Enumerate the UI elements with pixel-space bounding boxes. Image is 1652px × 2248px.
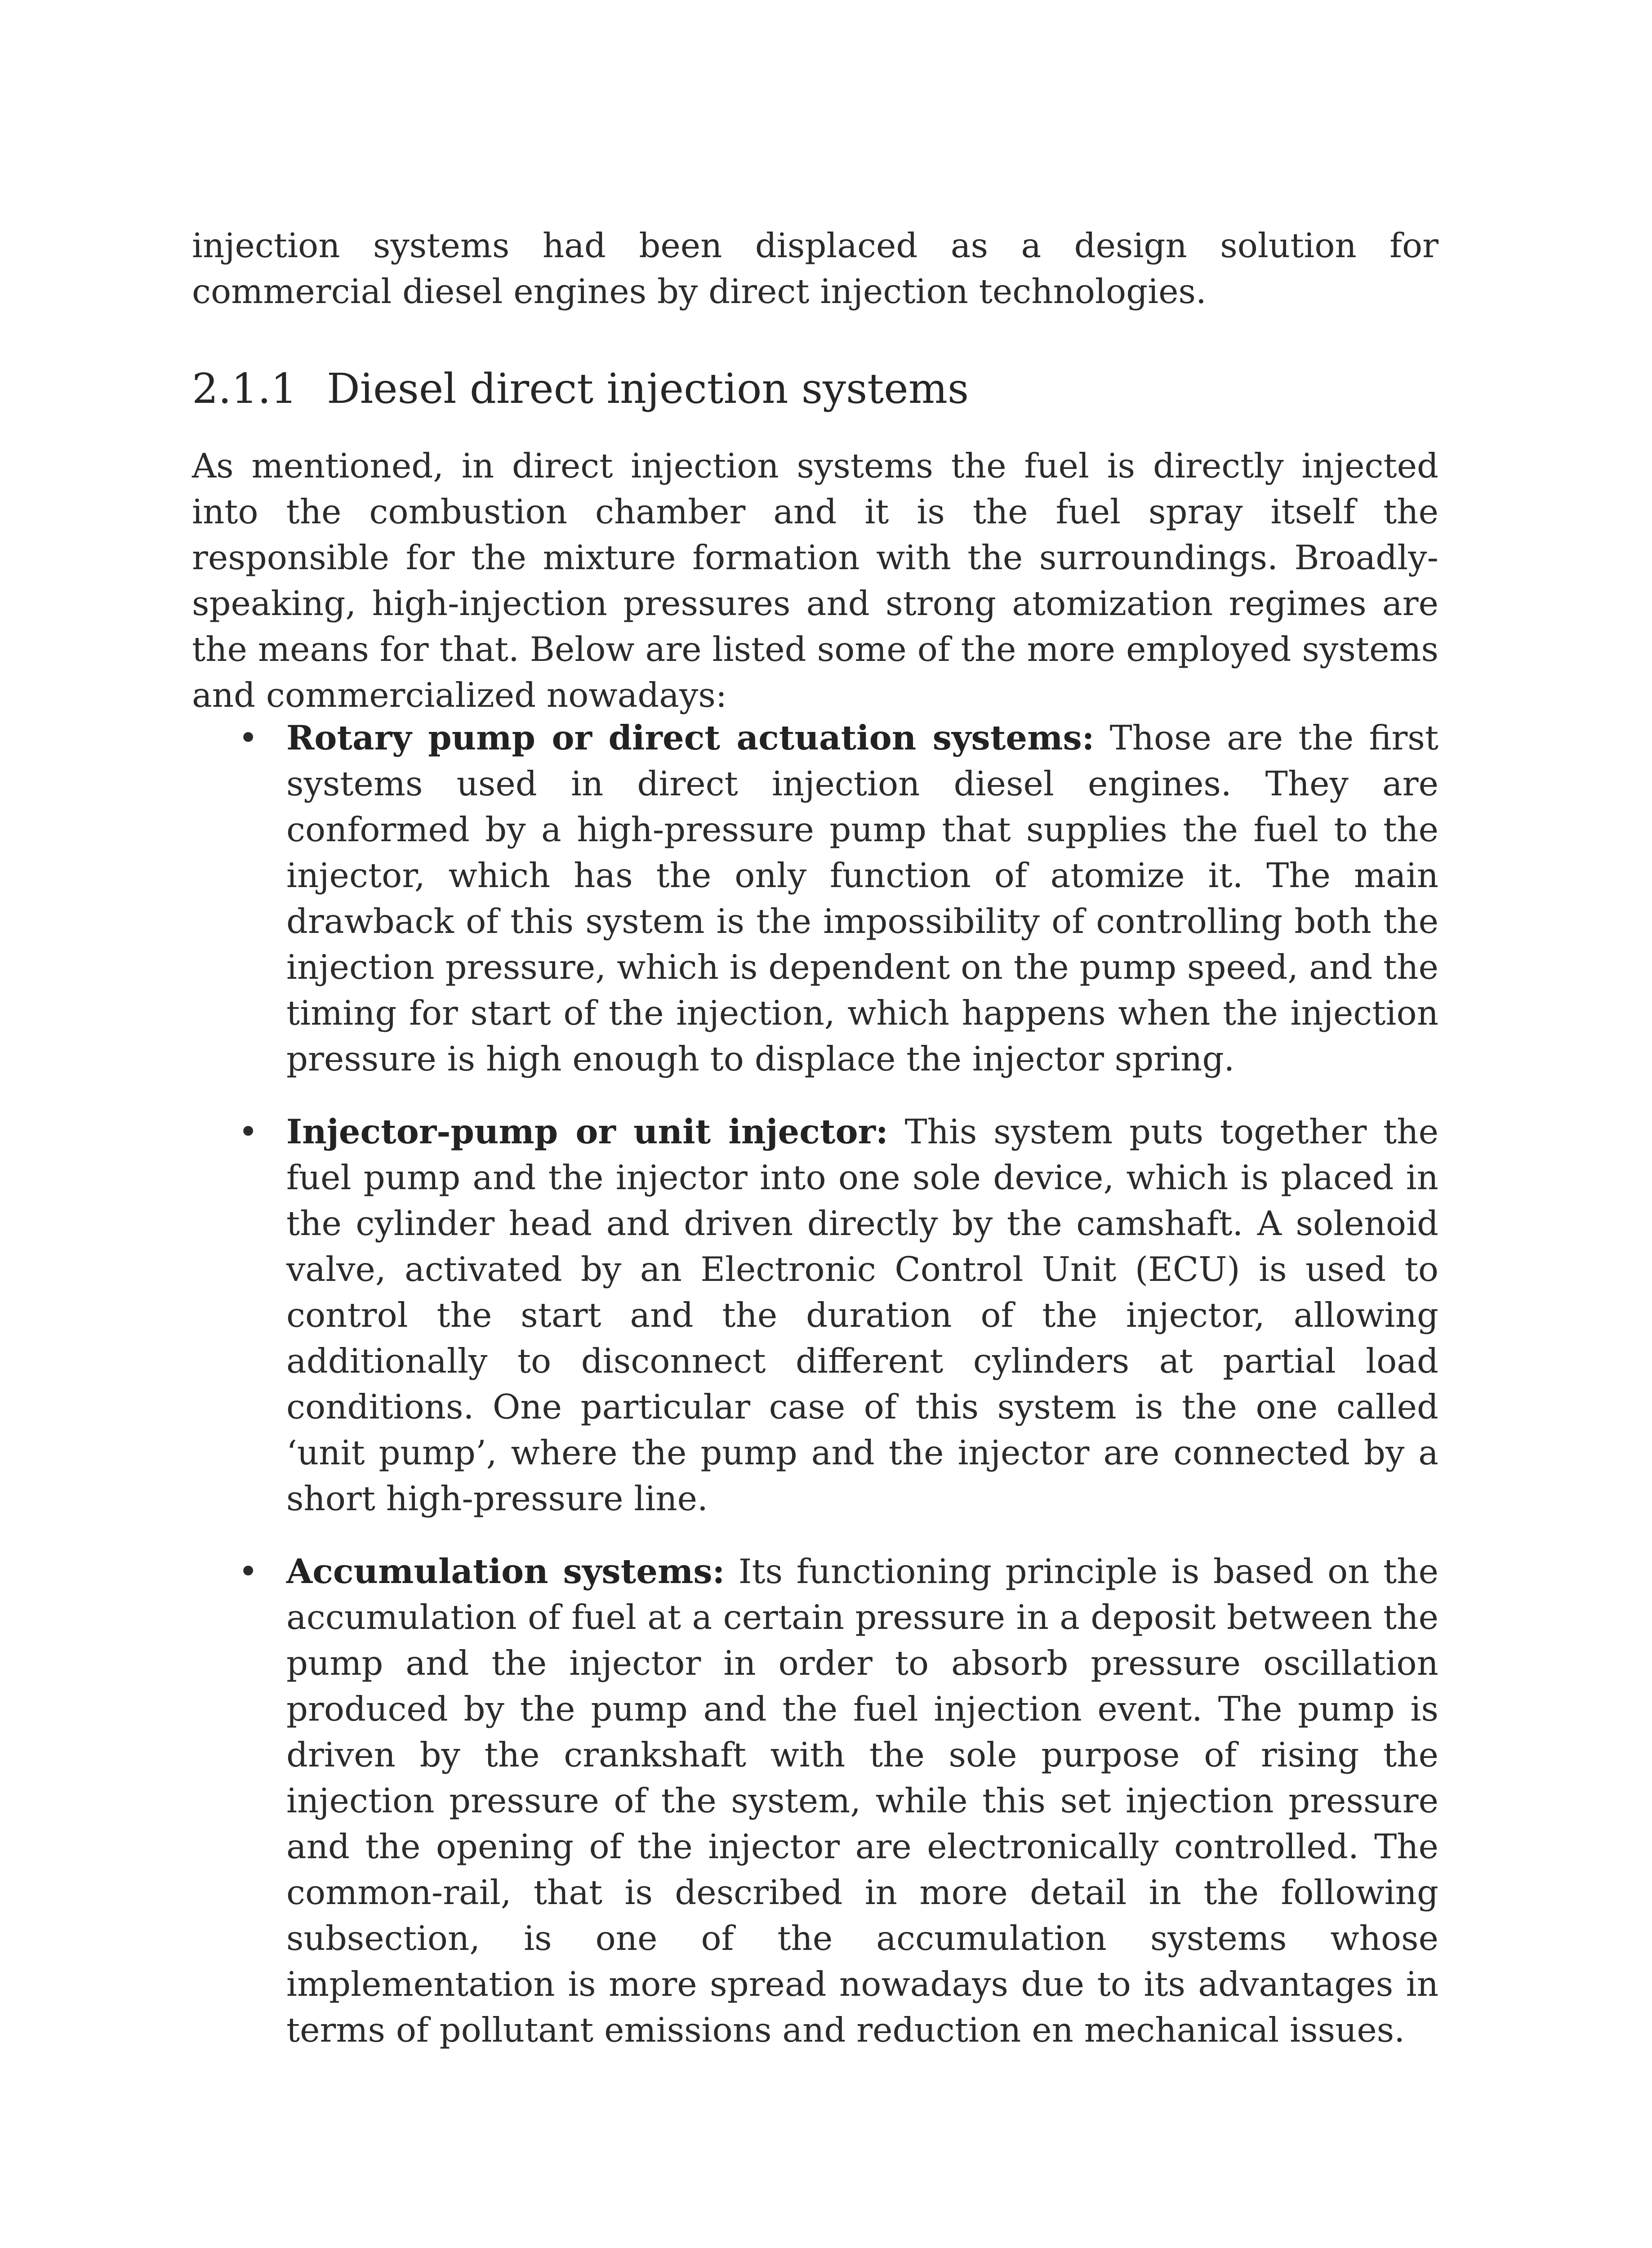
- bullet-icon: •: [238, 1552, 258, 1591]
- section-number: 2.1.1: [192, 365, 298, 413]
- bullet-title: Injector-pump or unit injector:: [286, 1112, 888, 1151]
- bullet-title: Rotary pump or direct actuation systems:: [286, 718, 1095, 758]
- bullet-text: Those are the first systems used in direct injection diesel engines. They are conformed by a high-pressure pump that supplies the fuel to the injector, which has the only function of atomize it. The main drawback of this system is the impossibility of controlling both the injection pressure, which is dependent on the pump speed, and the timing for start of the injection, which happens when the injection pressure is high enough to displace the injector spring.: [286, 718, 1439, 1079]
- bullet-item-accumulation: [238, 1548, 1438, 2053]
- bullet-title: Accumulation systems:: [286, 1552, 725, 1591]
- bullet-text: This system puts together the fuel pump and the injector into one sole device, which is placed in the cylinder head and driven directly by the camshaft. A solenoid valve, activated by an Electronic Control Unit (ECU) is used to control the start and the duration of the injector, allowing additionally to disconnect different cylinders at partial load conditions. One particular case of this system is the one called ‘unit pump’, where the pump and the injector are connected by a short high-pressure line.: [286, 1112, 1438, 1518]
- bullet-item-rotary-pump: [238, 715, 1438, 1082]
- bullet-text: Its functioning principle is based on the accumulation of fuel at a certain pressure in a deposit between the pump and the injector in order to absorb pressure oscillation produced by the pump and the fuel injection event. The pump is driven by the crankshaft with the sole purpose of rising the injection pressure of the system, while this set injection pressure and the opening of the injector are electronically controlled. The common-rail, that is described in more detail in the following subsection, is one of the accumulation systems whose implementation is more spread nowadays due to its advantages in terms of pollutant emissions and reduction en mechanical issues.: [286, 1552, 1438, 2050]
- section-heading: [192, 362, 1438, 416]
- section-title: Diesel direct injection systems: [327, 365, 969, 413]
- bullet-list: [238, 715, 1438, 2080]
- section-paragraph: As mentioned, in direct injection systems the fuel is directly injected into the combustion chamber and it is the fuel spray itself the responsible for the mixture formation with the surroundings. Broadly-speaking, high-injection pressures and strong atomization regimes are the means for that. Below are listed some of the more employed systems and commercialized nowadays:: [192, 446, 1438, 715]
- bullet-icon: •: [238, 1112, 258, 1151]
- intro-paragraph: injection systems had been displaced as a design solution for commercial diesel engines by direct injection technologies.: [192, 226, 1438, 311]
- bullet-icon: •: [238, 718, 258, 758]
- bullet-item-unit-injector: [238, 1109, 1438, 1521]
